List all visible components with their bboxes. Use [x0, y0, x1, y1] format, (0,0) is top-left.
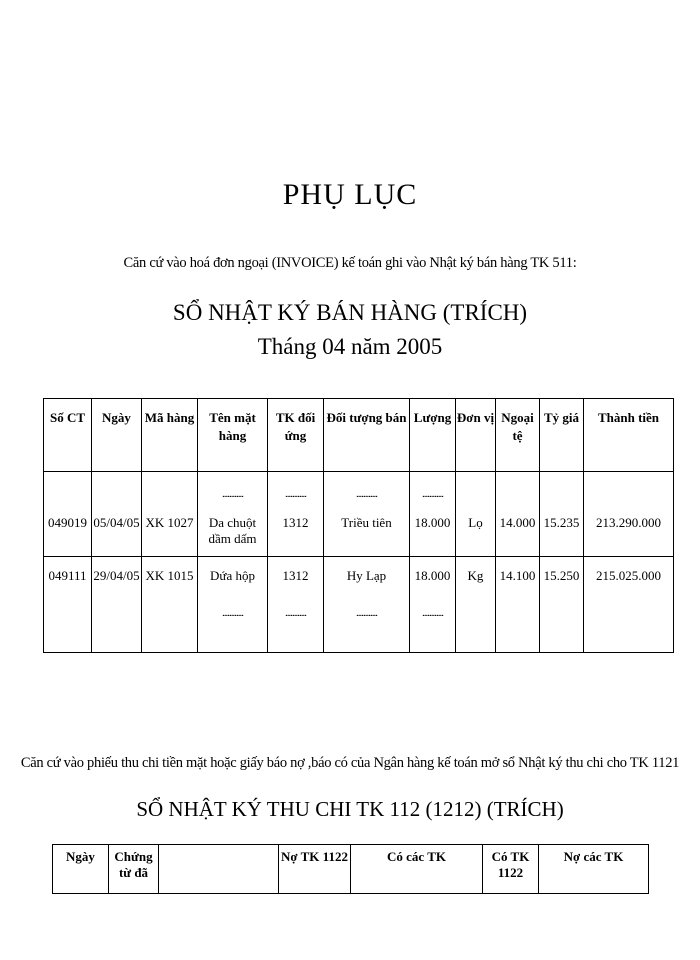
table-cell: ............ Da chuột dầm dấm: [198, 472, 268, 557]
header-cell: Mã hàng: [142, 399, 198, 472]
header-cell: [159, 845, 279, 894]
header-cell: Chứng từ đã: [109, 845, 159, 894]
table-cell: Kg: [456, 557, 496, 653]
table-cell: XK 1015: [142, 557, 198, 653]
table-cell: Lọ: [456, 472, 496, 557]
header-cell: Có các TK: [351, 845, 483, 894]
table-header-row: [53, 845, 649, 894]
table-cell: Dứa hộp ............: [198, 557, 268, 653]
table-cell: 049111: [44, 557, 92, 653]
header-cell: TK đối ứng: [268, 399, 324, 472]
table-cell: 049019: [44, 472, 92, 557]
intro-sales-journal: Căn cứ vào hoá đơn ngoại (INVOICE) kế toán ghi vào Nhật ký bán hàng TK 511:: [123, 255, 577, 271]
page-title: PHỤ LỤC: [282, 178, 418, 211]
header-cell: Lượng: [410, 399, 456, 472]
table-cell: XK 1027: [142, 472, 198, 557]
header-cell: Số CT: [44, 399, 92, 472]
table-header-row: [44, 399, 674, 472]
header-cell: Tỷ giá: [540, 399, 584, 472]
table-cell: 215.025.000: [584, 557, 674, 653]
header-cell: Ngày: [53, 845, 109, 894]
cash-journal-table: [52, 844, 649, 894]
filler-dots: ............: [356, 488, 377, 500]
header-cell: Thành tiền: [584, 399, 674, 472]
table-cell: 29/04/05: [92, 557, 142, 653]
sales-journal-title: SỔ NHẬT KÝ BÁN HÀNG (TRÍCH): [172, 300, 528, 325]
header-cell: Đơn vị: [456, 399, 496, 472]
filler-dots: ............: [285, 607, 306, 619]
filler-dots: ............: [285, 488, 306, 500]
filler-dots: ............: [422, 607, 443, 619]
table-row: [44, 472, 674, 557]
header-cell: Tên mặt hàng: [198, 399, 268, 472]
sales-journal-subtitle: Tháng 04 năm 2005: [257, 334, 443, 359]
table-cell: 14.100: [496, 557, 540, 653]
table-cell: 14.000: [496, 472, 540, 557]
header-cell: Nợ TK 1122: [279, 845, 351, 894]
filler-dots: ............: [222, 488, 243, 500]
table-cell: 15.250: [540, 557, 584, 653]
header-cell: Ngày: [92, 399, 142, 472]
header-cell: Ngoại tệ: [496, 399, 540, 472]
table-cell: ............ 1312: [268, 472, 324, 557]
header-cell: Nợ các TK: [539, 845, 649, 894]
table-cell: 05/04/05: [92, 472, 142, 557]
table-cell: 1312 ............: [268, 557, 324, 653]
table-cell: 15.235: [540, 472, 584, 557]
filler-dots: ............: [422, 488, 443, 500]
header-cell: Đối tượng bán: [324, 399, 410, 472]
table-cell: ............ Triều tiên: [324, 472, 410, 557]
table-cell: 213.290.000: [584, 472, 674, 557]
table-cell: 18.000 ............: [410, 557, 456, 653]
filler-dots: ............: [356, 607, 377, 619]
intro-cash-journal: Căn cứ vào phiếu thu chi tiền mặt hoặc giấy báo nợ ,báo có của Ngân hàng kế toán mở sổ Nhật ký thu chi cho TK 1121: [20, 755, 680, 771]
filler-dots: ............: [222, 607, 243, 619]
cash-journal-title: SỔ NHẬT KÝ THU CHI TK 112 (1212) (TRÍCH): [136, 797, 564, 821]
table-cell: Hy Lạp ............: [324, 557, 410, 653]
table-cell: ............ 18.000: [410, 472, 456, 557]
table-row: [44, 557, 674, 653]
sales-journal-table: [43, 398, 674, 653]
header-cell: Có TK 1122: [483, 845, 539, 894]
